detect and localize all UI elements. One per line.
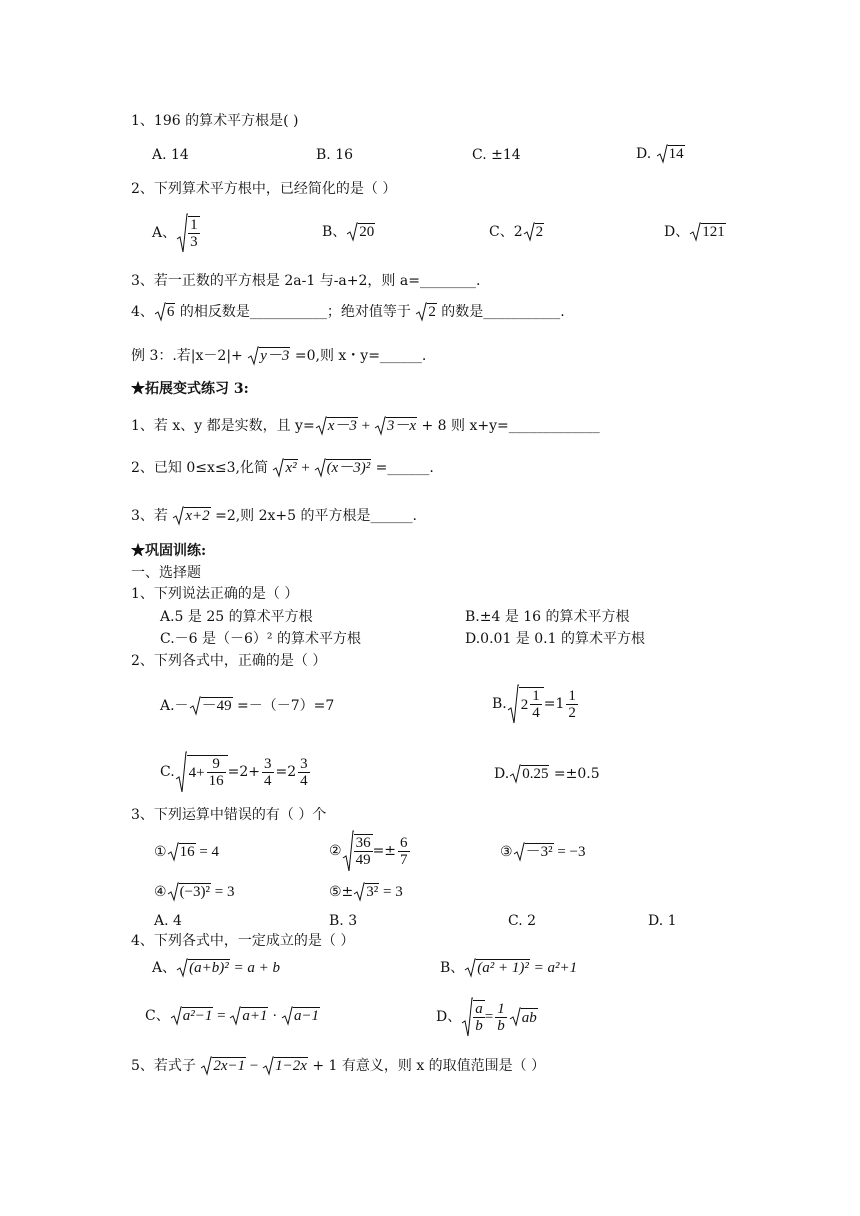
c-q3-5-result: = 3 (379, 884, 403, 900)
c-q3-option-a: A. 4 (154, 913, 182, 929)
section-title: 一、选择题 (131, 565, 201, 581)
c-q3-option-c: C. 2 (508, 913, 537, 929)
q3-text: 3、若一正数的平方根是 2a-1 与-a+2，则 a=________. (131, 273, 481, 289)
c-q3-text: 3、下列运算中错误的有（ ）个 (131, 807, 327, 823)
c-q2-c-denominator-2: 4 (300, 772, 308, 789)
extend-q2-radicand-1: x² (285, 460, 297, 476)
c-q3-item-3 (500, 842, 585, 862)
c-q2-b-equals: =1 (543, 696, 565, 712)
sqrt-symbol-icon (374, 416, 386, 436)
q2-option-b (322, 222, 375, 242)
c-q5-radicand-1: 2x−1 (213, 1058, 246, 1074)
sqrt-symbol-icon (461, 997, 473, 1037)
q2-option-a (152, 212, 200, 254)
sqrt-symbol-icon (689, 222, 701, 242)
c-q4-b-radicand: (a² + 1)² (477, 960, 529, 976)
extend-q2-radicand-2: (x－3)² (326, 460, 371, 476)
extend-q1-prefix: 1、若 x、y 都是实数，且 y= (131, 418, 315, 434)
example-radicand: y－3 (260, 348, 290, 364)
c-q2-c-prefix: C. (160, 764, 175, 780)
c-q4-d-rad-numerator: a (475, 1001, 483, 1017)
c-q3-item-4 (154, 882, 234, 902)
sqrt-symbol-icon (656, 144, 668, 164)
sqrt-symbol-icon (176, 958, 188, 978)
c-q3-2-result-numerator: 6 (400, 834, 408, 851)
q4-suffix: 的数是___________. (436, 304, 565, 320)
c-q2-b-rad-numerator: 1 (532, 688, 540, 704)
sqrt-symbol-icon (172, 506, 184, 526)
q2-a-denominator: 3 (190, 234, 198, 250)
extend-q1-radicand-1: x－3 (327, 418, 357, 434)
c-q1-option-d: D.0.01 是 0.1 的算术平方根 (465, 631, 645, 647)
c-q2-c-equals-2: =2 (275, 764, 297, 780)
example-3 (131, 346, 426, 366)
c-q3-2-result-denominator: 7 (400, 851, 408, 868)
c-q4-text: 4、下列各式中，一定成立的是（ ） (131, 933, 355, 949)
c-q3-1-marker: ① (154, 844, 167, 860)
sqrt-symbol-icon (346, 222, 358, 242)
q2-option-d (664, 222, 726, 242)
c-q4-c-radicand-2: a+1 (242, 1008, 268, 1024)
c-q4-d-prefix: D、 (436, 1009, 462, 1025)
c-q2-b-rad-fraction (530, 688, 542, 721)
c-q2-c-radicand (187, 755, 228, 789)
c-q3-2-marker: ② (329, 843, 342, 859)
c-q3-4-radicand: (−3)² (179, 884, 211, 900)
sqrt-symbol-icon (509, 1007, 521, 1027)
c-q5-minus: − (246, 1058, 263, 1074)
q2-option-c-label: C、2 (489, 224, 523, 240)
q2-option-b-radicand: 20 (359, 224, 375, 240)
c-q4-c-radicand-1: a²−1 (182, 1008, 213, 1024)
c-q2-c-fraction-1 (262, 756, 274, 789)
c-q1-option-c: C.－6 是（－6）² 的算术平方根 (160, 631, 361, 647)
c-q4-a-prefix: A、 (152, 960, 177, 976)
c-q3-option-b: B. 3 (329, 913, 358, 929)
c-q4-option-b (440, 958, 577, 978)
c-q3-3-marker: ③ (500, 844, 513, 860)
c-q3-5-marker: ⑤± (329, 884, 354, 900)
extend-q2 (131, 458, 434, 478)
q2-option-c-radicand: 2 (535, 224, 544, 240)
c-q5-prefix: 5、若式子 (131, 1058, 201, 1074)
sqrt-symbol-icon (342, 830, 354, 872)
q1-option-d (636, 144, 685, 164)
q4-middle: 的相反数是___________；绝对值等于 (175, 304, 416, 320)
sqrt-symbol-icon (200, 1056, 212, 1076)
q2-a-numerator: 1 (190, 217, 198, 233)
c-q2-c-rad-numerator: 9 (212, 756, 220, 772)
q4-line (131, 302, 565, 322)
q2-option-a-fraction (188, 216, 200, 250)
example-suffix: =0,则 x・y=______. (290, 348, 427, 364)
q2-text: 2、下列算术平方根中，已经简化的是（ ） (131, 181, 397, 197)
c-q2-b-whole: 2 (520, 696, 529, 713)
c-q3-2-rad-fraction (354, 834, 373, 868)
c-q3-1-radicand: 16 (179, 844, 195, 860)
c-q2-a-suffix: =－（－7）=7 (232, 698, 335, 714)
c-q2-c-rad-fraction (207, 756, 226, 789)
c-q2-c-rad-denominator: 16 (208, 773, 224, 789)
extend-q2-suffix: =______. (371, 460, 434, 476)
c-q3-5-radicand: 3² (366, 884, 379, 900)
c-q2-c-equals: =2+ (227, 764, 261, 780)
sqrt-symbol-icon (262, 1056, 274, 1076)
extend-q1-radicand-2: 3－x (386, 418, 417, 434)
c-q4-d-rad-fraction (473, 1000, 485, 1034)
q4-radicand-1: 6 (166, 304, 175, 320)
sqrt-symbol-icon (314, 458, 326, 478)
sqrt-symbol-icon (229, 1006, 241, 1026)
c-q3-1-result: = 4 (195, 844, 220, 860)
c-q3-3-result: = −3 (553, 844, 586, 860)
c-q3-item-5 (329, 882, 403, 902)
c-q4-b-prefix: B、 (440, 960, 465, 976)
c-q3-item-2 (329, 828, 412, 874)
consolidate-heading: ★巩固训练: (131, 543, 207, 559)
c-q4-option-c (145, 1006, 320, 1026)
sqrt-symbol-icon (272, 458, 284, 478)
c-q2-a-radicand: －49 (201, 698, 232, 714)
q1-option-d-radicand: 14 (668, 146, 684, 162)
extend-q3-radicand: x+2 (185, 508, 210, 524)
c-q2-option-d (494, 764, 600, 784)
c-q4-b-result: = a²+1 (529, 960, 578, 976)
extend-heading: ★拓展变式练习 3: (131, 381, 249, 397)
c-q2-c-denominator-1: 4 (264, 772, 272, 789)
sqrt-symbol-icon (167, 882, 179, 902)
c-q2-d-radicand: 0.25 (522, 766, 549, 782)
c-q1-option-b: B.±4 是 16 的算术平方根 (465, 609, 630, 625)
c-q2-b-denominator: 2 (568, 704, 576, 721)
c-q4-option-a (152, 958, 280, 978)
sqrt-symbol-icon (513, 842, 525, 862)
c-q3-item-1 (154, 842, 219, 862)
extend-q1 (131, 416, 600, 436)
c-q1-text: 1、下列说法正确的是（ ） (131, 586, 299, 602)
c-q4-d-fraction (495, 1001, 507, 1034)
sqrt-symbol-icon (167, 842, 179, 862)
c-q4-d-numerator: 1 (497, 1000, 505, 1017)
sqrt-symbol-icon (281, 1006, 293, 1026)
sqrt-symbol-icon (176, 213, 188, 253)
c-q3-2-numerator: 36 (355, 835, 371, 851)
sqrt-symbol-icon (523, 222, 535, 242)
c-q2-c-fraction-2 (298, 756, 310, 789)
extend-q1-plus: + (357, 418, 374, 434)
c-q2-c-numerator-2: 3 (300, 755, 308, 772)
c-q2-option-b (492, 682, 580, 726)
sqrt-symbol-icon (247, 346, 259, 366)
c-q2-text: 2、下列各式中，正确的是（ ） (131, 653, 327, 669)
c-q2-option-a (160, 696, 334, 716)
sqrt-symbol-icon (170, 1006, 182, 1026)
c-q2-option-c (160, 748, 312, 796)
example-prefix: 例 3：.若|x－2|+ (131, 348, 248, 364)
extend-q1-suffix: + 8 则 x+y=_____________ (417, 418, 600, 434)
sqrt-symbol-icon (509, 764, 521, 784)
q2-option-b-label: B、 (322, 224, 347, 240)
c-q4-d-denominator: b (497, 1017, 505, 1034)
extend-q3-prefix: 3、若 (131, 508, 173, 524)
c-q2-b-rad-denominator: 4 (532, 705, 540, 721)
q1-text: 1、196 的算术平方根是( ) (131, 113, 299, 129)
q2-option-a-label: A、 (152, 225, 177, 241)
c-q2-d-suffix: =±0.5 (549, 766, 600, 782)
c-q3-2-fraction (398, 835, 410, 868)
q1-option-d-label: D. (636, 146, 656, 162)
sqrt-symbol-icon (154, 302, 166, 322)
sqrt-symbol-icon (464, 958, 476, 978)
sqrt-symbol-icon (175, 751, 187, 793)
extend-q3 (131, 506, 417, 526)
q4-prefix: 4、 (131, 304, 154, 320)
c-q2-b-radicand (519, 687, 544, 721)
c-q2-b-prefix: B. (492, 696, 507, 712)
sqrt-symbol-icon (315, 416, 327, 436)
sqrt-symbol-icon (507, 684, 519, 724)
q1-option-b: B. 16 (316, 147, 354, 163)
c-q3-option-d: D. 1 (648, 913, 677, 929)
sqrt-symbol-icon (415, 302, 427, 322)
extend-q2-prefix: 2、已知 0≤x≤3,化简 (131, 460, 273, 476)
c-q2-b-fraction (566, 688, 578, 721)
c-q3-2-denominator: 49 (355, 852, 371, 868)
q2-option-d-label: D、 (664, 224, 690, 240)
extend-q2-plus: + (297, 460, 314, 476)
c-q4-d-rad-denominator: b (475, 1018, 483, 1034)
c-q2-b-numerator: 1 (568, 687, 576, 704)
c-q2-d-prefix: D. (494, 766, 510, 782)
c-q4-d-radicand: ab (521, 1009, 537, 1026)
q1-option-a: A. 14 (152, 147, 189, 163)
c-q4-c-equals: = (213, 1008, 230, 1024)
c-q3-2-equals: =± (372, 843, 397, 859)
c-q5-suffix: + 1 有意义，则 x 的取值范围是（ ） (307, 1058, 546, 1074)
c-q2-c-whole: 4+ (188, 764, 205, 781)
c-q4-a-radicand: (a+b)² (189, 960, 229, 976)
c-q2-a-prefix: A.－ (160, 698, 189, 714)
c-q3-4-marker: ④ (154, 884, 167, 900)
c-q3-3-radicand: －3² (525, 844, 553, 860)
c-q4-c-prefix: C、 (145, 1008, 170, 1024)
c-q1-option-a: A.5 是 25 的算术平方根 (160, 609, 313, 625)
c-q5-radicand-2: 1−2x (275, 1058, 307, 1074)
c-q2-c-numerator-1: 3 (264, 755, 272, 772)
c-q4-d-equals: = (484, 1009, 494, 1025)
sqrt-symbol-icon (353, 882, 365, 902)
c-q3-4-result: = 3 (211, 884, 235, 900)
c-q4-a-result: = a + b (229, 960, 280, 976)
q1-option-c: C. ±14 (472, 147, 521, 163)
c-q5 (131, 1056, 545, 1076)
q2-option-d-radicand: 121 (702, 224, 725, 240)
c-q4-c-dot: · (268, 1008, 281, 1024)
sqrt-symbol-icon (189, 696, 201, 716)
c-q4-c-radicand-3: a−1 (293, 1008, 320, 1024)
extend-q3-suffix: =2,则 2x+5 的平方根是______. (210, 508, 417, 524)
q2-option-c (489, 222, 544, 242)
q4-radicand-2: 2 (428, 304, 436, 320)
c-q4-option-d (436, 994, 538, 1040)
